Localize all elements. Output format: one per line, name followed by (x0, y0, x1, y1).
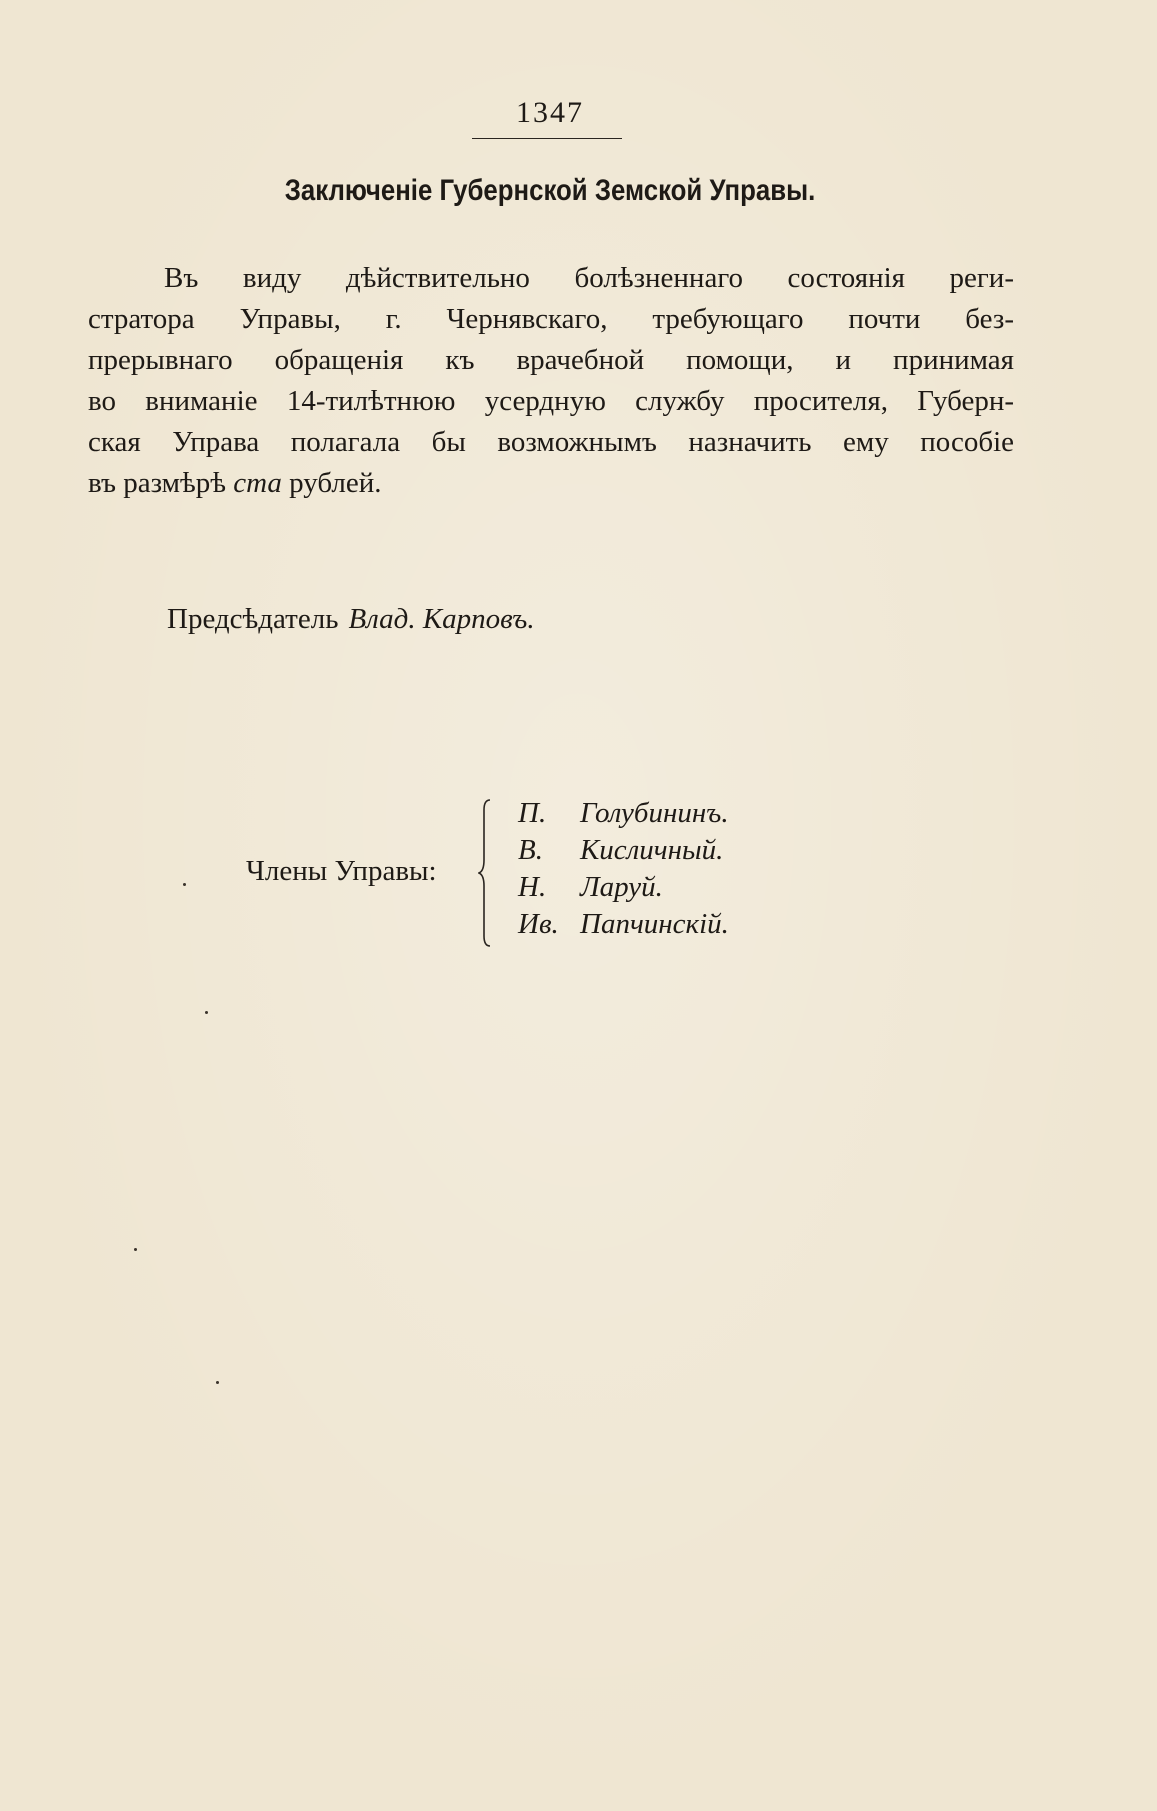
paragraph-last-line (88, 463, 1014, 504)
paragraph-line: прерывнаго обращенія къ врачебной помощи, и принимая (88, 344, 1014, 376)
paragraph-line: Въ виду дѣйствительно болѣзненнаго состоянія реги- (164, 262, 1014, 294)
member-name (518, 832, 729, 869)
member-name (518, 869, 729, 906)
chairman-signature: Влад. Карповъ. (348, 603, 535, 635)
paragraph-line: стратора Управы, г. Чернявскаго, требующаго почти без- (88, 303, 1014, 335)
member-initial: Ив. (518, 908, 559, 940)
members-list (518, 795, 729, 943)
member-surname: Кисличный. (580, 834, 724, 866)
member-initial: П. (518, 797, 547, 829)
chairman-signature-line (167, 603, 535, 636)
stray-dot (134, 1248, 137, 1251)
paragraph-italic-amount: ста (233, 467, 282, 499)
stray-dot (216, 1381, 219, 1384)
member-surname: Голубининъ. (580, 797, 729, 829)
curly-brace-icon (478, 798, 498, 948)
chairman-title: Предсѣдатель (167, 603, 339, 635)
paragraph-last-line-before: въ размѣрѣ (88, 467, 226, 499)
member-name (518, 906, 729, 943)
member-surname: Папчинскій. (580, 908, 729, 940)
member-surname: Ларуй. (580, 871, 663, 903)
member-name (518, 795, 729, 832)
member-initial: В. (518, 834, 543, 866)
paragraph-last-line-after: рублей. (289, 467, 382, 499)
stray-dot (205, 1011, 208, 1014)
member-initial: Н. (518, 871, 547, 903)
paragraph-line: ская Управа полагала бы возможнымъ назначить ему пособіе (88, 426, 1014, 458)
body-paragraph (88, 258, 1014, 504)
section-heading: Заключеніе Губернской Земской Управы. (284, 174, 816, 207)
stray-dot (183, 883, 186, 886)
page-number-rule (472, 138, 622, 139)
members-label: Члены Управы: (246, 855, 437, 887)
page-number: 1347 (516, 96, 584, 129)
paragraph-line: во вниманіе 14-тилѣтнюю усердную службу просителя, Губерн- (88, 385, 1014, 417)
